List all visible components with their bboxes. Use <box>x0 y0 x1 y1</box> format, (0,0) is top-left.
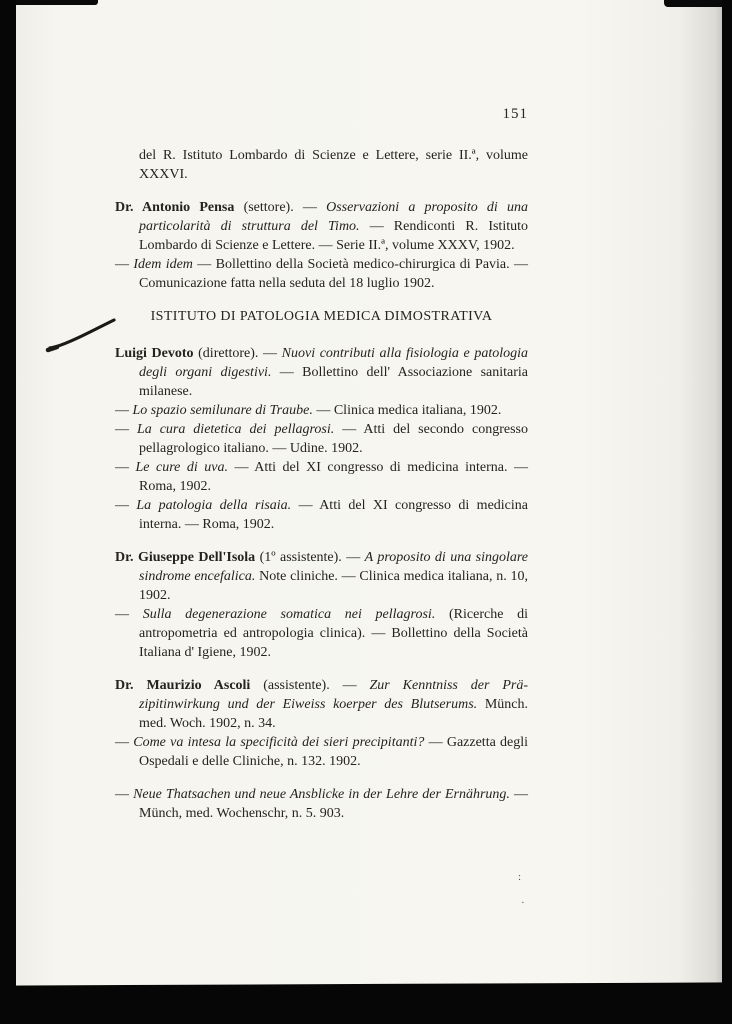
text-run: (direttore). — <box>198 346 282 361</box>
text-run: Dr. Antonio Pensa <box>115 200 244 215</box>
text-run: — Bollettino della Società medico-chirurgica di Pavia. — Comunicazione fatta nella seduta del 18 luglio 1902. <box>139 257 528 291</box>
text-run: — Atti del XI congresso di medicina interna. — Roma, 1902. <box>139 498 528 532</box>
scan-speck: : <box>518 871 522 883</box>
bibliography-entry <box>115 420 528 458</box>
entry-group-devoto <box>115 344 528 534</box>
text-run: Luigi Devoto <box>115 346 199 361</box>
bibliography-entry <box>115 605 528 662</box>
text-run: Nuovi contributi alla fisiologia e patologia degli organi digestivi. <box>139 346 528 380</box>
text-run: — Münch, med. Wochenschr, n. 5. 903. <box>139 787 529 821</box>
entry-group-final <box>115 785 528 823</box>
text-run: Le cure di uva. <box>135 460 235 475</box>
text-run: — <box>115 498 137 513</box>
bibliography-entry <box>115 344 528 401</box>
bibliography-entry <box>115 198 528 255</box>
text-run: — <box>115 460 136 475</box>
entry-group-pensa <box>115 198 528 293</box>
text-run: Come va intesa la specificità dei sieri precipitanti? <box>133 735 429 750</box>
text-run: — <box>115 257 134 272</box>
text-run: A proposito di una singolare sindrome encefalica. <box>139 550 528 584</box>
page-number: 151 <box>502 106 528 122</box>
text-run: Sulla degenerazione somatica nei pellagrosi. <box>142 607 450 622</box>
text-run: (settore). — <box>243 200 327 215</box>
text-run: Münch. med. Woch. 1902, n. 34. <box>139 697 528 731</box>
text-run: Note cliniche. — Clinica medica italiana, n. 10, 1902. <box>139 569 528 603</box>
bibliography-entry <box>115 496 528 534</box>
text-run: — <box>115 735 134 750</box>
text-run: (Ricerche di antropometria ed antropologia clinica). — Bollettino della Società Italiana d' Igiene, 1902. <box>139 607 529 660</box>
bibliography-entry <box>115 146 528 184</box>
bibliography-entry <box>115 733 528 771</box>
entry-group-dellisola <box>115 548 528 662</box>
text-run: (1º assistente). — <box>259 550 365 565</box>
text-run: Dr. Maurizio Ascoli <box>115 678 264 693</box>
scan-speck: · <box>521 897 525 909</box>
text-run: — Bollettino dell' Associazione sanitaria milanese. <box>139 365 528 399</box>
paper-page <box>16 0 722 988</box>
text-run: La cura dietetica dei pellagrosi. <box>136 422 343 437</box>
ink-mark <box>44 316 118 354</box>
text-run: — <box>115 607 143 622</box>
text-run: — Atti del secondo congresso pellagrologico italiano. — Udine. 1902. <box>139 422 528 456</box>
bibliography-entry <box>115 458 528 496</box>
entry-group-ascoli <box>115 676 528 771</box>
text-run: Osservazioni a proposito di una particolarità di struttura del Timo. <box>139 200 528 234</box>
text-run: — Clinica medica italiana, 1902. <box>316 403 502 418</box>
text-run: Zur Kenntniss der Präzipitinwirkung und der Eiweiss koerper des Blutserums. <box>139 678 529 712</box>
scan-edge-right <box>722 0 732 1024</box>
text-run: La patologia della risaia. <box>136 498 299 513</box>
text-run: Lo spazio semilunare di Traube. <box>132 403 317 418</box>
text-run: del R. Istituto Lombardo di Scienze e Lettere, serie II.ª, volume XXXVI. <box>139 148 528 182</box>
bibliography-entry <box>115 255 528 293</box>
text-run: — Atti del XI congresso di medicina interna. — Roma, 1902. <box>139 460 528 494</box>
text-run: Dr. Giuseppe Dell'Isola <box>115 550 260 565</box>
bibliography-entry <box>115 401 528 420</box>
bibliography-entry <box>115 548 528 605</box>
entry-group-continuation <box>115 146 528 184</box>
scan-edge-left <box>0 0 16 1024</box>
scan-corner-top-left <box>16 0 98 5</box>
scan-corner-top-right <box>664 0 722 7</box>
text-run: (assistente). — <box>263 678 370 693</box>
text-run: Neue Thatsachen und neue Ansblicke in der Lehre der Ernährung. <box>133 787 515 802</box>
text-run: — <box>115 403 133 418</box>
text-run: — <box>115 787 134 802</box>
text-run: Idem idem <box>133 257 198 272</box>
scan-edge-bottom <box>0 987 732 1024</box>
text-run: — Gazzetta degli Ospedali e delle Cliniche, n. 132. 1902. <box>139 735 529 769</box>
bibliography-entry <box>115 676 528 733</box>
bibliography-entry <box>115 785 528 823</box>
section-heading: ISTITUTO DI PATOLOGIA MEDICA DIMOSTRATIVA <box>150 309 493 324</box>
text-run: — <box>115 422 137 437</box>
bibliography-content <box>115 146 528 837</box>
text-run: — Rendiconti R. Istituto Lombardo di Scienze e Lettere. — Serie II.ª, volume XXXV, 1902. <box>139 219 528 253</box>
